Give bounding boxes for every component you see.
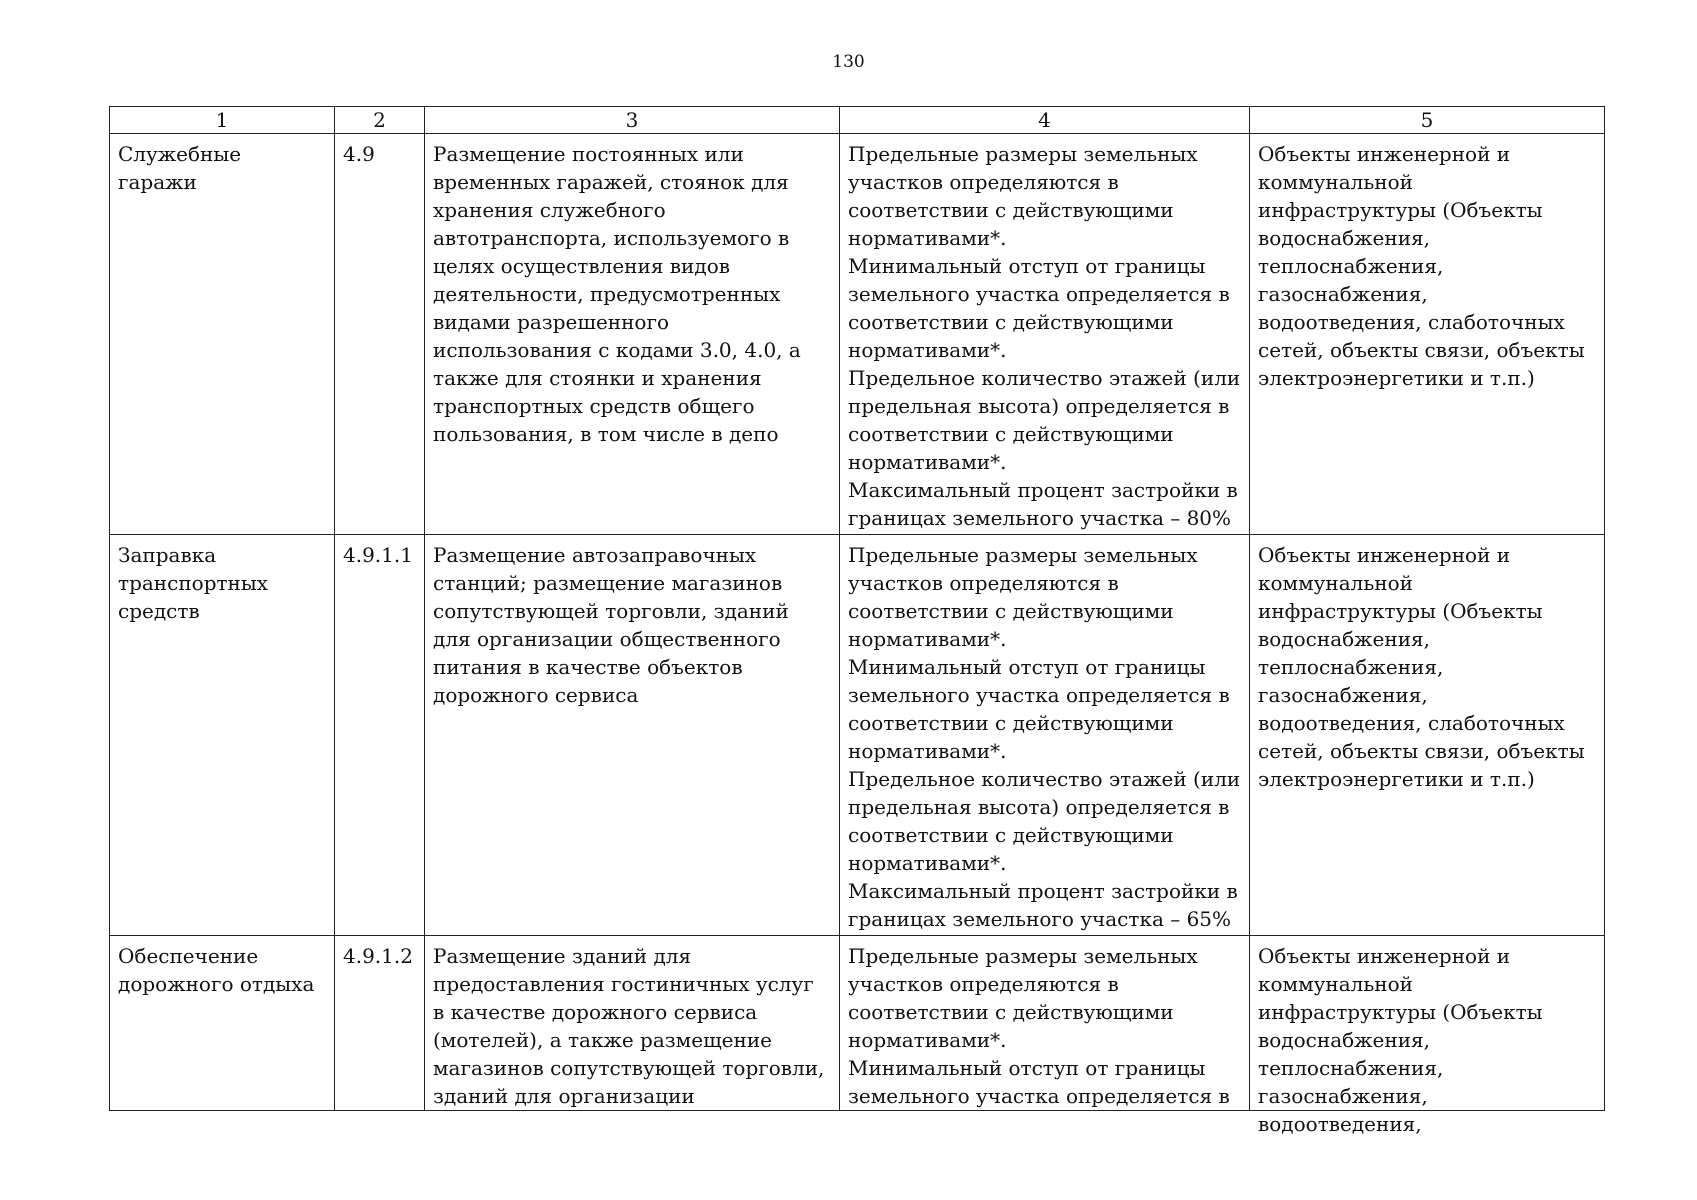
use-type-code: 4.9.1.1: [335, 535, 425, 936]
column-header-3: 3: [425, 107, 840, 134]
parameter-line: Максимальный процент застройки в границах земельного участка – 65%: [848, 879, 1238, 931]
parameter-line: Минимальный отступ от границы земельного участка определяется в: [848, 1056, 1230, 1108]
parameter-line: Предельные размеры земельных участков определяются в соответствии с действующими нормативами*.: [848, 142, 1198, 250]
auxiliary-objects-text: Объекты инженерной и коммунальной инфраструктуры (Объекты водоснабжения, теплоснабжения, газоснабжения, водоотведения,: [1258, 944, 1543, 1136]
parameter-line: Предельное количество этажей (или предельная высота) определяется в соответствии с действующими нормативами*.: [848, 366, 1241, 474]
parameter-line: Минимальный отступ от границы земельного участка определяется в соответствии с действующими нормативами*.: [848, 655, 1230, 763]
auxiliary-objects: Объекты инженерной и коммунальной инфраструктуры (Объекты водоснабжения, теплоснабжения, газоснабжения, водоотведения, слаботочных сетей, объекты связи, объекты электроэнергетики и т.п.): [1250, 535, 1605, 936]
use-type-parameters: [840, 535, 1250, 936]
use-type-code: 4.9: [335, 134, 425, 535]
parameter-line: Предельное количество этажей (или предельная высота) определяется в соответствии с действующими нормативами*.: [848, 767, 1241, 875]
use-type-name: Заправка транспортных средств: [110, 535, 335, 936]
use-type-code: [335, 936, 425, 1111]
column-header-5: 5: [1250, 107, 1605, 134]
parameter-line: Максимальный процент застройки в границах земельного участка – 80%: [848, 478, 1238, 530]
page-number: 130: [832, 52, 865, 72]
table-row: [110, 134, 1605, 535]
land-use-table: [109, 106, 1605, 1136]
parameter-line: Предельные размеры земельных участков определяются в соответствии с действующими нормативами*.: [848, 543, 1198, 651]
column-header-2: 2: [335, 107, 425, 134]
use-type-name: [110, 936, 335, 1111]
use-type-name-text: Обеспечение дорожного отдыха: [118, 944, 315, 996]
use-type-parameters: [840, 134, 1250, 535]
use-type-name: Служебные гаражи: [110, 134, 335, 535]
table-row: [110, 535, 1605, 936]
auxiliary-objects: Объекты инженерной и коммунальной инфраструктуры (Объекты водоснабжения, теплоснабжения, газоснабжения, водоотведения, слаботочных сетей, объекты связи, объекты электроэнергетики и т.п.): [1250, 134, 1605, 535]
column-header-1: 1: [110, 107, 335, 134]
auxiliary-objects: [1250, 936, 1605, 1136]
use-type-description: Размещение автозаправочных станций; размещение магазинов сопутствующей торговли, зданий для организации общественного питания в качестве объектов дорожного сервиса: [425, 535, 840, 936]
column-number-row: [110, 107, 1605, 134]
use-type-code-text: 4.9.1.2: [343, 944, 413, 968]
table-row: [110, 936, 1605, 1111]
column-header-4: 4: [840, 107, 1250, 134]
use-type-parameters: [840, 936, 1250, 1111]
use-type-description-text: Размещение зданий для предоставления гостиничных услуг в качестве дорожного сервиса (мотелей), а также размещение магазинов сопутствующей торговли, зданий для организации: [433, 944, 825, 1108]
parameter-line: Предельные размеры земельных участков определяются в соответствии с действующими нормативами*.: [848, 944, 1198, 1052]
parameter-line: Минимальный отступ от границы земельного участка определяется в соответствии с действующими нормативами*.: [848, 254, 1230, 362]
use-type-description: Размещение постоянных или временных гаражей, стоянок для хранения служебного автотранспорта, используемого в целях осуществления видов деятельности, предусмотренных видами разрешенного использования с кодами 3.0, 4.0, а также для стоянки и хранения транспортных средств общего пользования, в том числе в депо: [425, 134, 840, 535]
use-type-description: [425, 936, 840, 1111]
